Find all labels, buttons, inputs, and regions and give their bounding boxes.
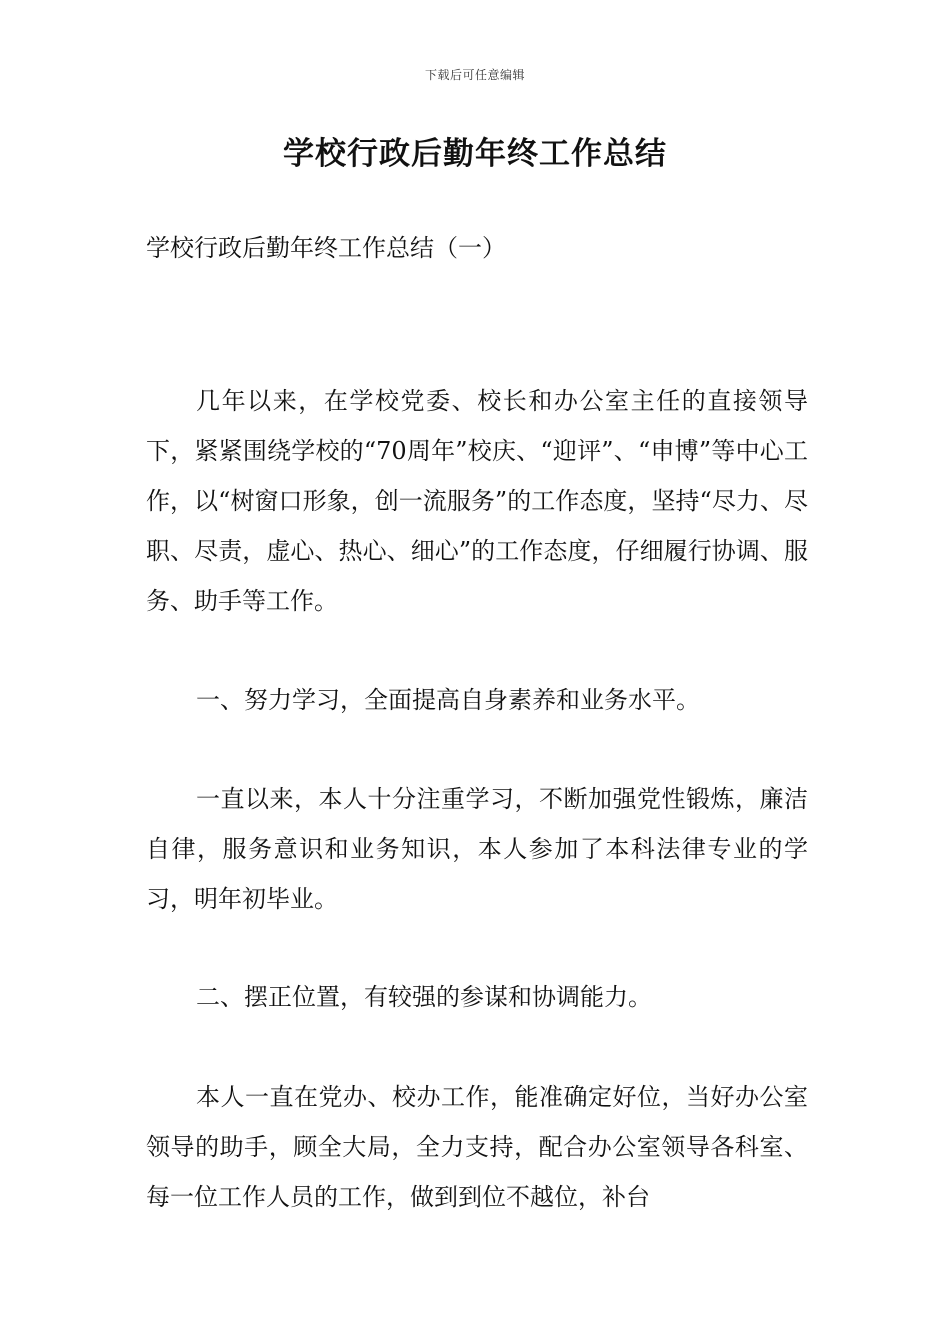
document-subtitle: 学校行政后勤年终工作总结（一） — [146, 234, 506, 262]
header-note: 下载后可任意编辑 — [424, 68, 525, 82]
paragraph-intro: 几年以来，在学校党委、校长和办公室主任的直接领导下，紧紧围绕学校的“70周年”校庆、“迎评”、“申博”等中心工作，以“树窗口形象，创一流服务”的工作态度，坚持“尽力、尽职、尽责，虚心、热心、细心”的工作态度，仔细履行协调、服务、助手等工作。 — [146, 387, 808, 615]
document-title: 学校行政后勤年终工作总结 — [283, 136, 667, 172]
section-heading-2: 二、摆正位置，有较强的参谋和协调能力。 — [196, 983, 652, 1011]
section-heading-1: 一、努力学习，全面提高自身素养和业务水平。 — [196, 686, 700, 714]
paragraph-study: 一直以来，本人十分注重学习，不断加强党性锻炼，廉洁自律，服务意识和业务知识，本人参加了本科法律专业的学习，明年初毕业。 — [146, 785, 808, 913]
paragraph-position: 本人一直在党办、校办工作，能准确定好位，当好办公室领导的助手，顾全大局，全力支持，配合办公室领导各科室、每一位工作人员的工作，做到到位不越位，补台 — [146, 1083, 808, 1211]
